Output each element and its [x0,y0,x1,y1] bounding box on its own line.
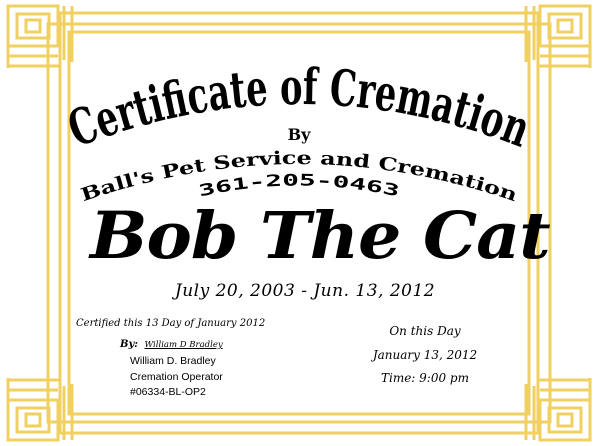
corner-knot-bottom-left [8,378,72,440]
certification-block [76,318,316,401]
by-label: By [287,125,311,144]
corner-knot-top-left [8,6,72,68]
operator-details [130,354,316,401]
life-dates: July 20, 2003 - Jun. 13, 2012 [174,281,436,301]
signature-row [120,339,316,350]
cremation-time: Time: 9:00 pm [380,371,469,385]
business-phone: 361-205-0463 [196,170,395,201]
business-name: Ball's Pet Service and Cremation [78,147,516,207]
cremation-date: January 13, 2012 [372,347,478,362]
operator-title: Cremation Operator [130,370,223,383]
certificate-title: Certificate of Cremation [60,56,549,163]
corner-knot-bottom-right [526,378,590,440]
signature-by-label: By: [120,339,138,350]
pet-name: Bob The Cat [90,198,550,274]
operator-name: William D. Bradley [130,355,216,367]
operator-signature: William D Bradley [144,340,223,350]
on-this-day-label: On this Day [389,324,461,338]
corner-knot-top-right [526,6,590,68]
operator-id: #06334-BL-OP2 [130,386,206,398]
cremation-date-block [350,320,500,391]
certified-date-line: Certified this 13 Day of January 2012 [76,318,266,329]
